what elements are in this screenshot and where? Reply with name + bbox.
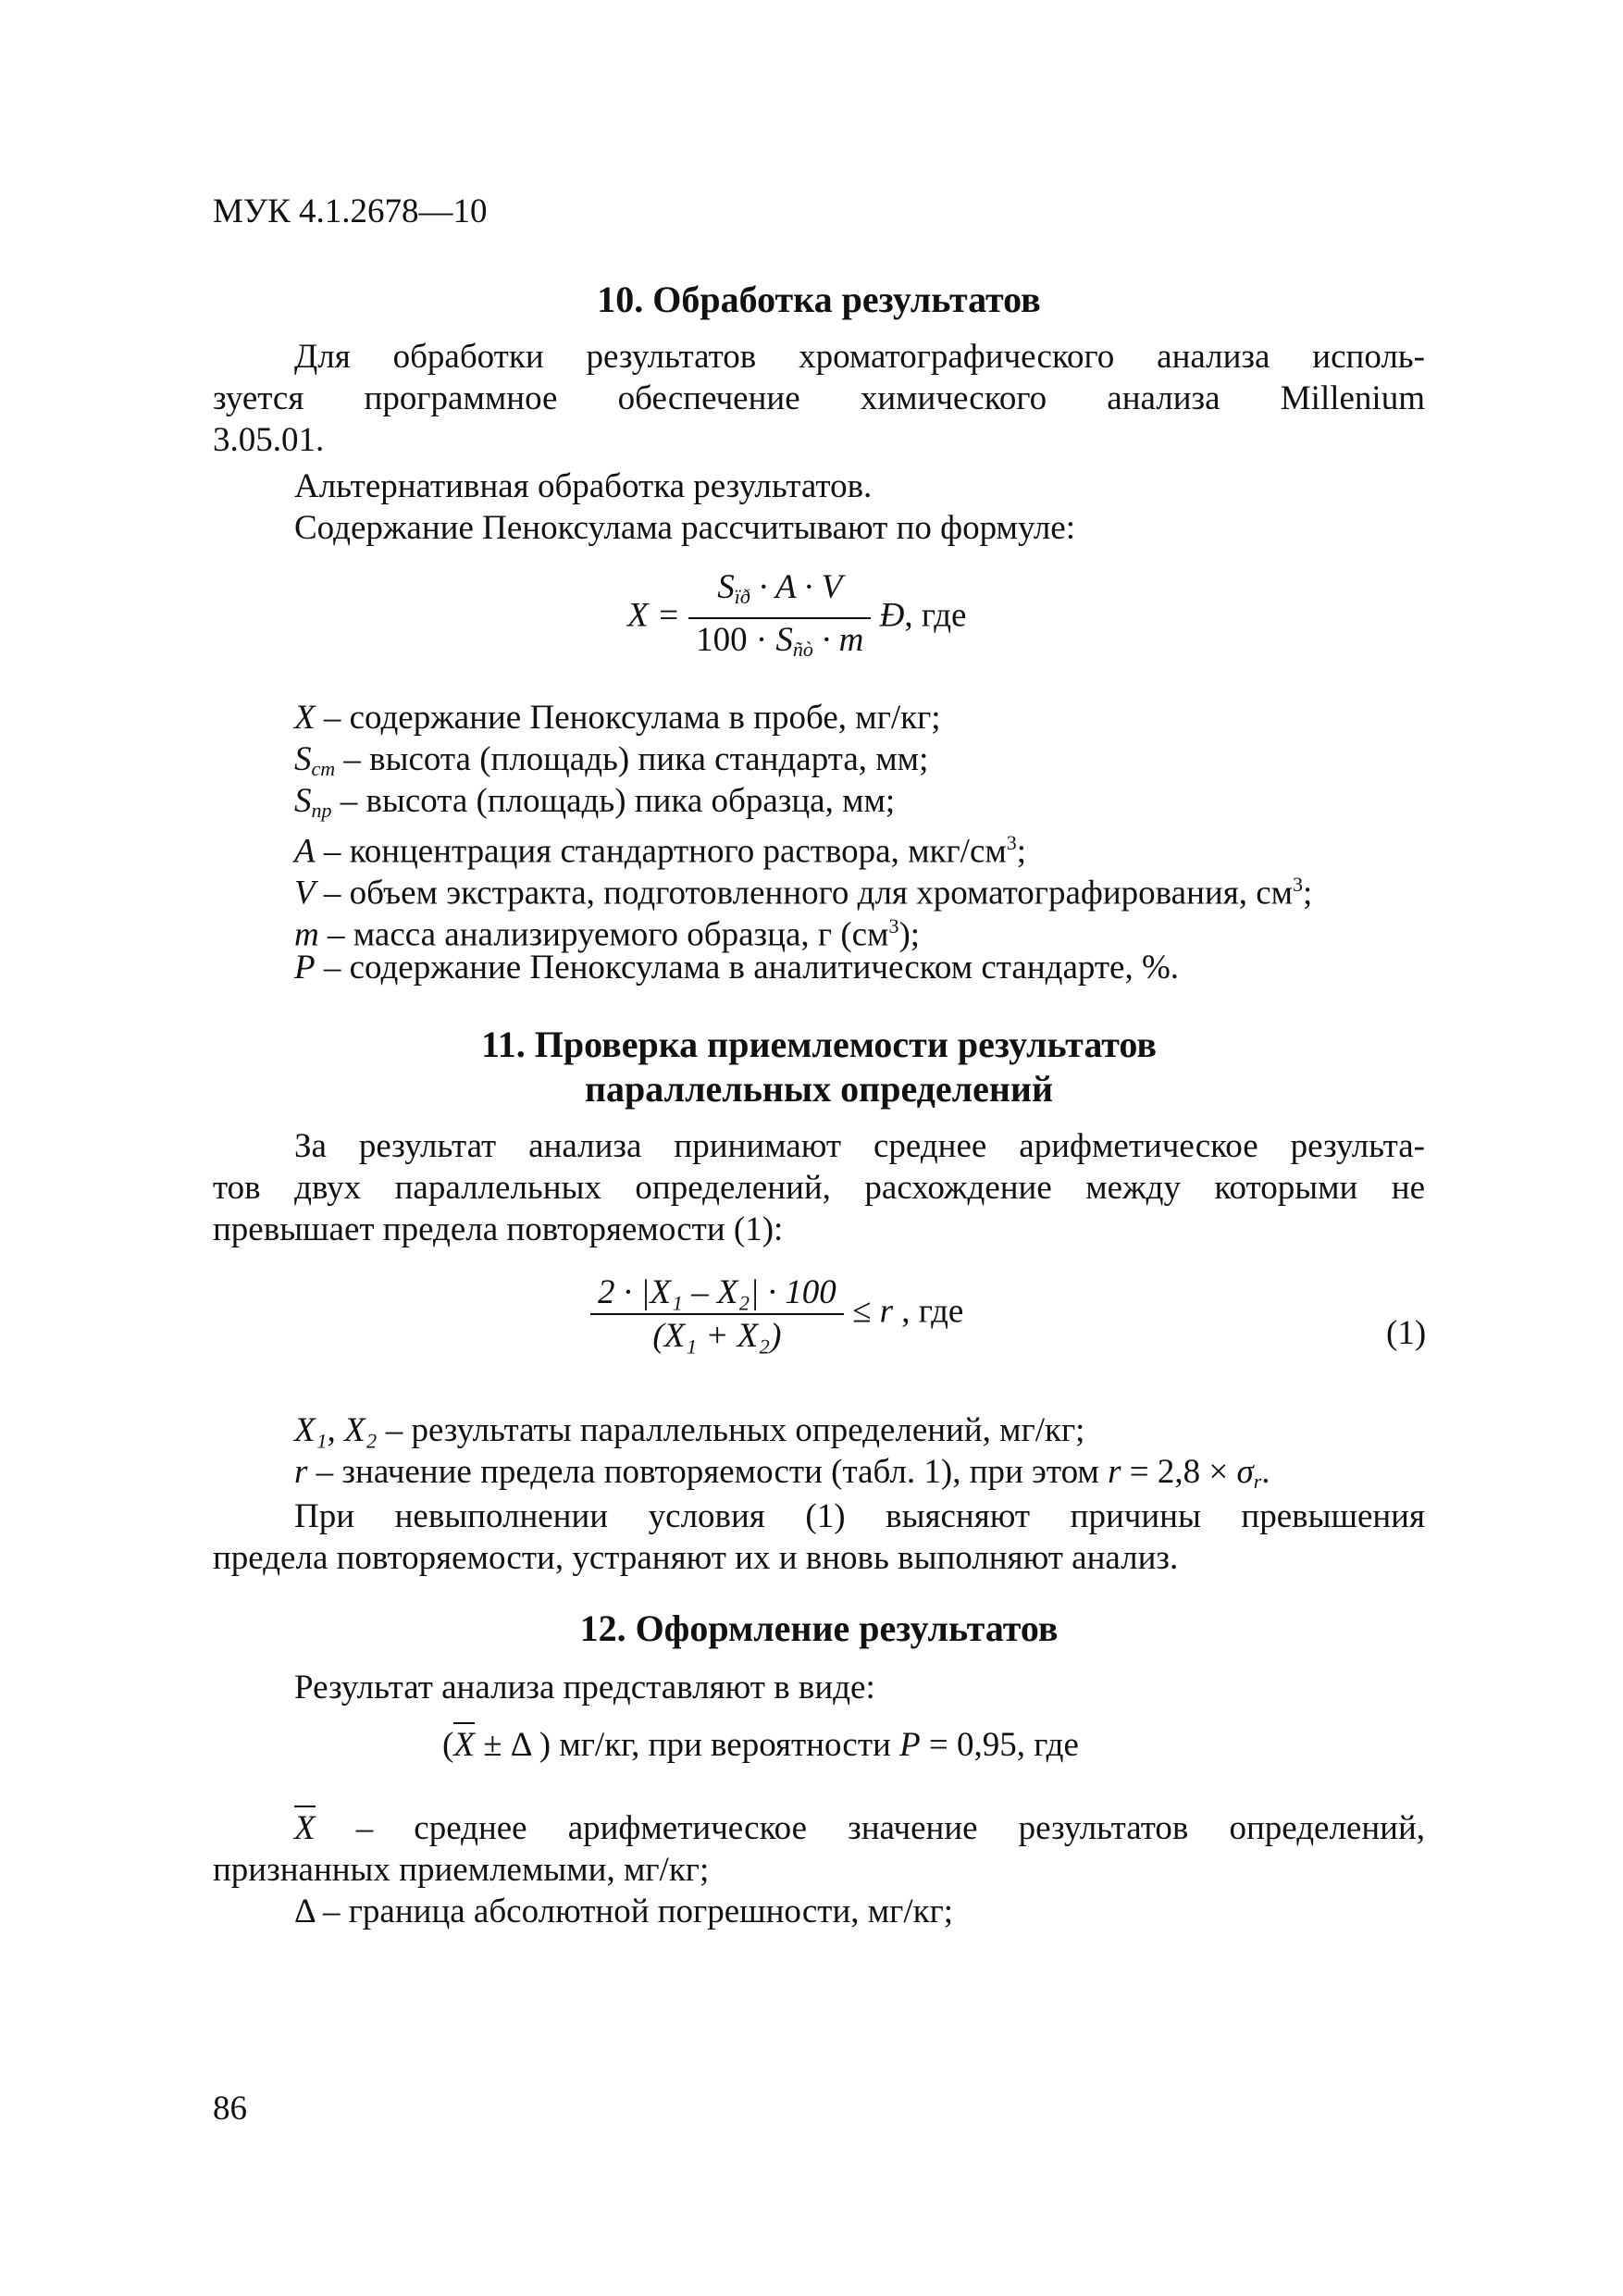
s11-p1-line1: За результат анализа принимают среднее арифметическое результа- bbox=[294, 1127, 1425, 1165]
formula-1-fraction bbox=[590, 1272, 844, 1357]
s11-p1-line3: превышает предела повторяемости (1): bbox=[213, 1210, 784, 1248]
section-11-title-line2: параллельных определений bbox=[585, 1068, 1053, 1110]
s10-p1-line1: Для обработки результатов хроматографического анализа исполь- bbox=[294, 338, 1425, 376]
s12-p1: Результат анализа представляют в виде: bbox=[294, 1669, 875, 1706]
formula-numerator: $S_{ïð} \cdot A \cdot V$ bbox=[688, 566, 871, 619]
s11-p2-line2: предела повторяемости, устраняют их и вновь выполняют анализ. bbox=[213, 1539, 1179, 1577]
section-10-title: 10. Обработка результатов bbox=[597, 279, 1041, 320]
def-v: V – объем экстракта, подготовленного для хроматографирования, $см^3$; bbox=[294, 873, 1313, 912]
s10-p3: Содержание Пеноксулама рассчитывают по формуле: bbox=[294, 509, 1076, 547]
section-12-title: 12. Оформление результатов bbox=[579, 1607, 1059, 1649]
def-s-st: $S_{ст}$ – высота (площадь) пика стандарта, мм; bbox=[294, 740, 929, 780]
doc-code-header: МУК 4.1.2678—10 bbox=[213, 192, 488, 230]
section-11-title-line1: 11. Проверка приемлемости результатов bbox=[480, 1024, 1158, 1065]
formula-1-relation: ≤ r bbox=[852, 1292, 893, 1331]
formula-tail-var: Ð bbox=[879, 596, 905, 635]
formula-repeatability bbox=[590, 1272, 963, 1357]
formula-1-denominator: (X₁ + X₂) bbox=[652, 1317, 782, 1355]
s10-p1-line2: зуется программное обеспечение химического анализа Millenium bbox=[213, 379, 1425, 417]
s11-p2-line1: При невыполнении условия (1) выясняют причины превышения bbox=[294, 1497, 1425, 1535]
s12-result-formula: (X ± Δ ) мг/кг, при вероятности P = 0,95, где bbox=[442, 1724, 1079, 1766]
page-number: 86 bbox=[213, 2090, 247, 2128]
formula-tail-text: , где bbox=[904, 596, 967, 635]
formula-lhs: X = bbox=[627, 596, 680, 635]
def-a: A – концентрация стандартного раствора, мкг/$см^3$; bbox=[294, 831, 1027, 871]
formula-denominator: $100 \cdot S_{ñò} \cdot m$ bbox=[696, 621, 864, 661]
s12-def-delta: Δ – граница абсолютной погрешности, мг/кг; bbox=[294, 1893, 954, 1930]
def-x: X – содержание Пеноксулама в пробе, мг/кг; bbox=[294, 699, 941, 737]
def-s-pr: $S_{пр}$ – высота (площадь) пика образца, мм; bbox=[294, 782, 896, 822]
formula-x-main bbox=[627, 566, 966, 670]
s11-p1-line2: тов двух параллельных определений, расхождение между которыми не bbox=[213, 1169, 1425, 1207]
def-m: m – масса анализируемого образца, г $(см^3)$; bbox=[294, 914, 921, 954]
s11-def-r: r – значение предела повторяемости (табл. 1), при этом $r = 2,8 \times \sigma_r$. bbox=[294, 1453, 1270, 1493]
s10-p2: Альтернативная обработка результатов. bbox=[294, 467, 873, 505]
s12-def-xbar-line1: X – среднее арифметическое значение результатов определений, bbox=[294, 1807, 1425, 1849]
formula-1-numerator: 2 · |X₁ – X₂| · 100 bbox=[590, 1272, 844, 1315]
s11-def-x1x2: X₁, X₂ – результаты параллельных определений, мг/кг; bbox=[294, 1411, 1085, 1449]
formula-1-tail: , где bbox=[901, 1292, 964, 1331]
def-p: P – содержание Пеноксулама в аналитическом стандарте, %. bbox=[294, 949, 1180, 987]
formula-fraction bbox=[688, 566, 871, 670]
s10-p1-line3: 3.05.01. bbox=[213, 421, 325, 459]
s12-def-xbar-line2: признанных приемлемыми, мг/кг; bbox=[213, 1851, 710, 1889]
formula-1-number: (1) bbox=[1386, 1314, 1427, 1352]
